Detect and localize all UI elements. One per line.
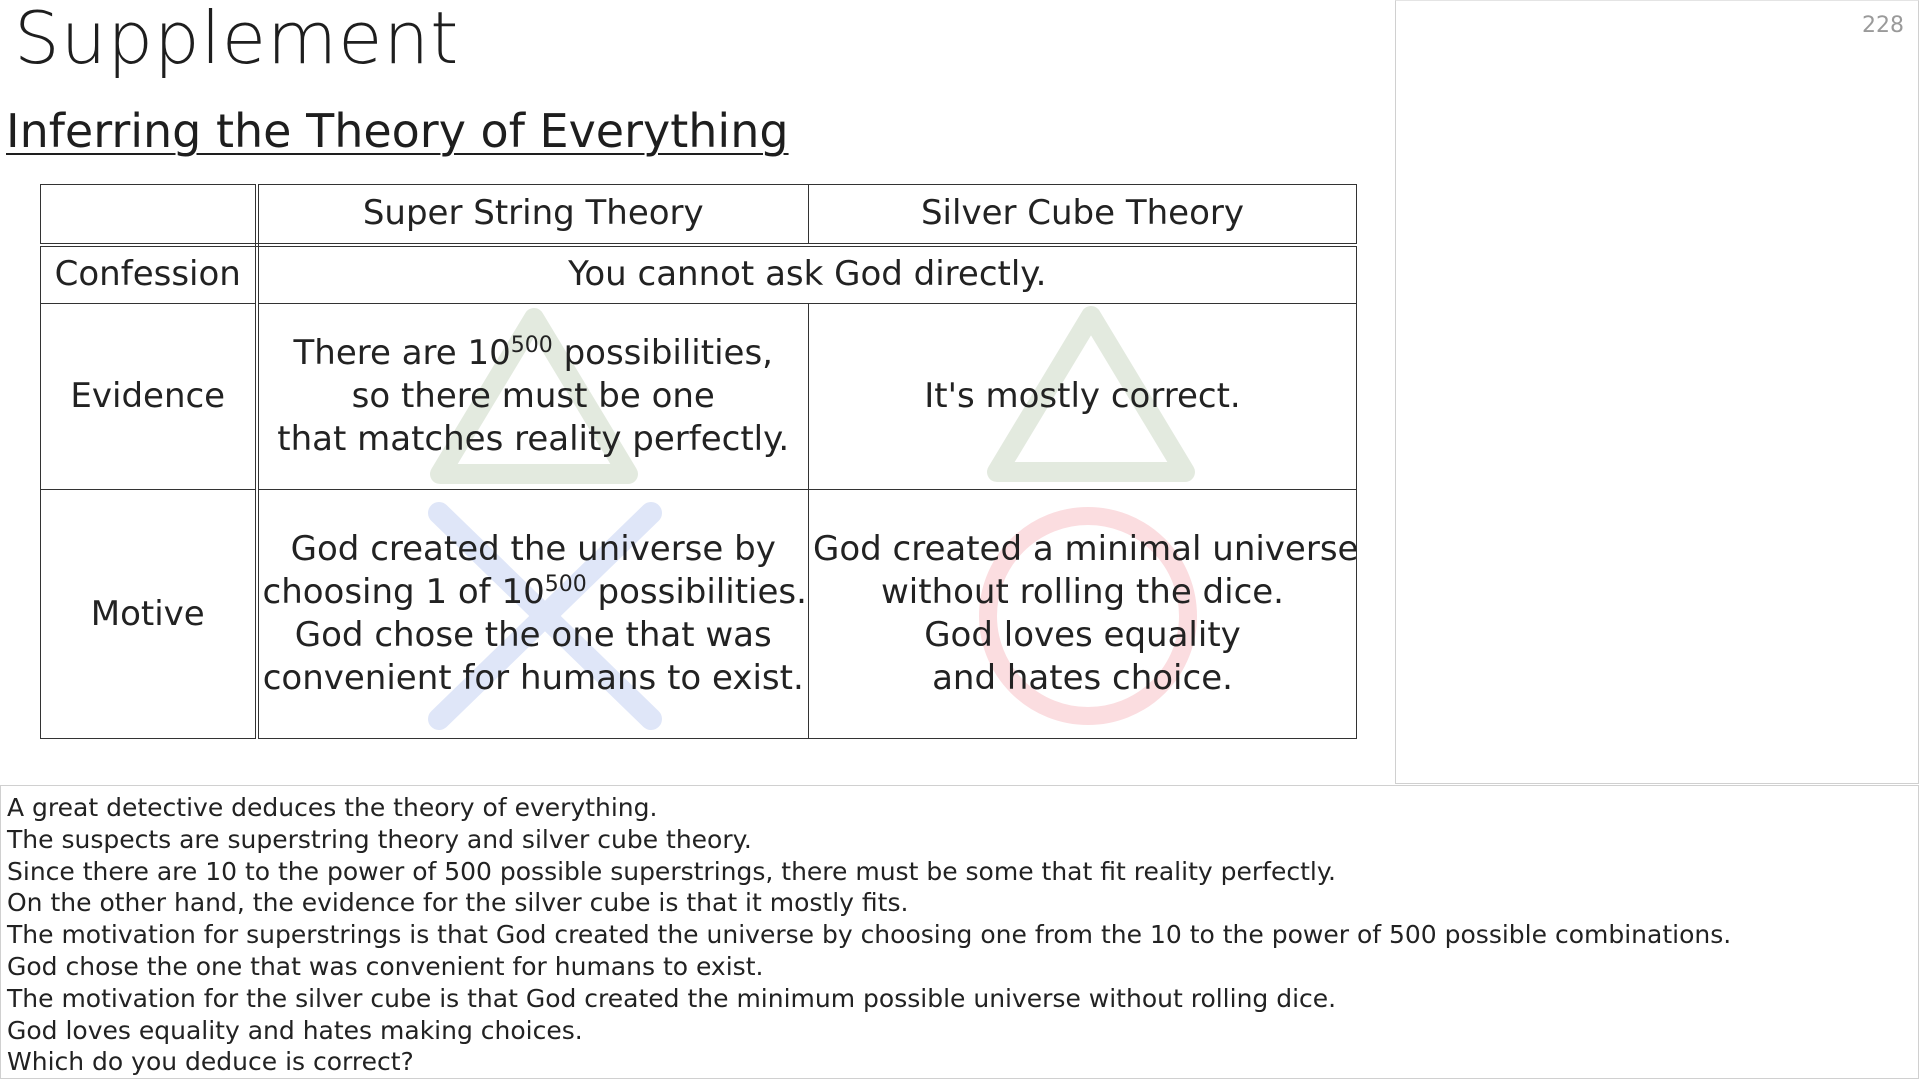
- motive-line: God created a minimal universe: [813, 529, 1359, 569]
- evidence-super-string-cell: [257, 304, 809, 490]
- note-line: Which do you deduce is correct?: [7, 1047, 414, 1077]
- motive-text: possibilities.: [586, 572, 807, 612]
- row-label-confession: Confession: [41, 245, 257, 304]
- note-line: The motivation for the silver cube is that God created the minimum possible universe without rolling dice.: [7, 983, 1337, 1013]
- note-line: God chose the one that was convenient for humans to exist.: [7, 951, 764, 981]
- evidence-line: [263, 332, 805, 375]
- note-line: The motivation for superstrings is that God created the universe by choosing one from the 10 to the power of 500 possible combinations.: [7, 920, 1732, 950]
- evidence-line: that matches reality perfectly.: [277, 419, 790, 459]
- motive-line: God created the universe by: [290, 529, 776, 569]
- side-panel: [1395, 0, 1919, 784]
- table-row-evidence: [41, 304, 1357, 490]
- comparison-table-wrapper: [40, 184, 1359, 738]
- comparison-table: [40, 184, 1357, 739]
- evidence-line: so there must be one: [351, 376, 715, 416]
- header-silver-cube-theory: Silver Cube Theory: [809, 185, 1357, 245]
- row-label-evidence: Evidence: [41, 304, 257, 490]
- motive-text: choosing 1 of 10: [262, 572, 545, 612]
- note-line: On the other hand, the evidence for the silver cube is that it mostly fits.: [7, 888, 909, 918]
- table-row-confession: [41, 245, 1357, 304]
- motive-line: [263, 571, 805, 614]
- note-line: A great detective deduces the theory of everything.: [7, 793, 658, 822]
- exponent: 500: [510, 333, 553, 358]
- speaker-notes: [0, 785, 1919, 1079]
- motive-line: God chose the one that was: [294, 615, 772, 655]
- slide-title: Supplement: [14, 0, 460, 80]
- header-empty-cell: [41, 185, 257, 245]
- evidence-text: There are 10: [293, 333, 511, 373]
- row-label-motive: Motive: [41, 490, 257, 739]
- evidence-silver-cube-cell: It's mostly correct.: [809, 304, 1357, 490]
- motive-line: convenient for humans to exist.: [262, 658, 804, 698]
- motive-line: without rolling the dice.: [881, 572, 1284, 612]
- note-line: God loves equality and hates making choices.: [7, 1015, 583, 1045]
- confession-cell: You cannot ask God directly.: [257, 245, 1357, 304]
- note-line: The suspects are superstring theory and silver cube theory.: [7, 824, 752, 854]
- motive-super-string-cell: [257, 490, 809, 739]
- evidence-text: possibilities,: [552, 333, 773, 373]
- exponent: 500: [544, 572, 587, 597]
- motive-silver-cube-cell: [809, 490, 1357, 739]
- table-row-motive: [41, 490, 1357, 739]
- table-header-row: [41, 185, 1357, 245]
- note-line: Since there are 10 to the power of 500 possible superstrings, there must be some that fit reality perfectly.: [7, 856, 1336, 886]
- header-super-string-theory: Super String Theory: [257, 185, 809, 245]
- motive-line: God loves equality: [924, 615, 1241, 655]
- motive-line: and hates choice.: [932, 658, 1233, 698]
- slide-subtitle: Inferring the Theory of Everything: [6, 104, 789, 158]
- page-number: 228: [1862, 13, 1904, 38]
